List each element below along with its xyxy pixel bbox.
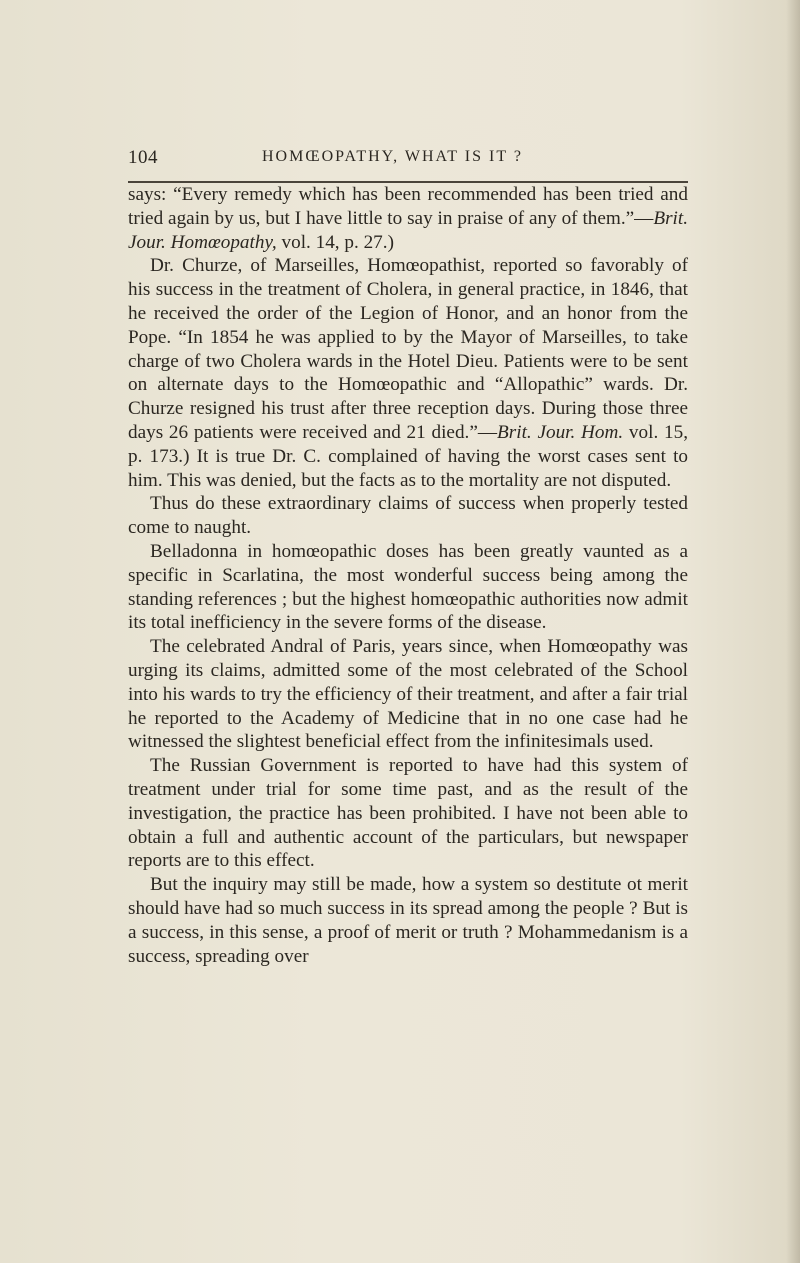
text-run: The Russian Government is reported to have had this system of treatment under trial for some time past, and as the result of the investigation, the practice has been prohibited. I have not been able to obtain a full and authentic account of the particulars, but newspaper reports are to this effect. [128, 755, 688, 872]
text-run: says: “Every remedy which has been recommended has been tried and tried again by us, but I have little to say in praise of any of them.”— [128, 184, 688, 229]
paragraph-conclusion [128, 492, 688, 540]
paragraph-inquiry [128, 873, 688, 968]
text-run: vol. 14, p. 27.) [276, 231, 394, 253]
text-run: The celebrated Andral of Paris, years since, when Homœopathy was urging its claims, admitted some of the most celebrated of the School into his wards to try the efficiency of their treatment, and after a fair trial he reported to the Academy of Medicine that in no one case had he witnessed the slightest beneficial effect from the infinitesimals used. [128, 636, 688, 753]
page-header [128, 147, 688, 171]
text-run: But the inquiry may still be made, how a system so destitute ot merit should have had so much success in its spread among the people ? But is a success, in this sense, a proof of merit or truth ? Mohammedanism is a success, spreading over [128, 874, 688, 967]
body-text [128, 183, 688, 968]
paragraph-belladonna [128, 540, 688, 635]
paragraph-churze [128, 254, 688, 492]
running-head: HOMŒOPATHY, WHAT IS IT ? [262, 148, 523, 165]
page-number: 104 [128, 147, 158, 168]
text-run: vol. 15, p. 173.) It is true Dr. C. complained of having the worst cases sent to him. This was denied, but the facts as to the mortality are not disputed. [128, 421, 688, 491]
text-run: Dr. Churze, of Marseilles, Homœopathist, reported so favorably of his success in the treatment of Cholera, in general practice, in 1846, that he received the order of the Legion of Honor, and an honor from the Pope. “In 1854 he was applied to by the Mayor of Marseilles, to take charge of two Cholera wards in the Hotel Dieu. Patients were to be sent on alternate days to the Homœopathic and “Allopathic” wards. Dr. Churze resigned his trust after three reception days. During those three days 26 patients were received and 21 died.”— [128, 255, 688, 443]
text-run: Belladonna in homœopathic doses has been greatly vaunted as a specific in Scarlatina, the most wonderful success being among the standing references ; but the highest homœopathic authorities now admit its total inefficiency in the severe forms of the disease. [128, 540, 688, 634]
citation: Brit. Jour. Hom. [497, 421, 624, 443]
paragraph-andral [128, 635, 688, 754]
paragraph-continued [128, 183, 688, 254]
paragraph-russian-government [128, 754, 688, 873]
text-run: Thus do these extraordinary claims of success when properly tested come to naught. [128, 493, 688, 539]
citation: Brit. Jour. Homœopathy, [128, 207, 688, 253]
page-edge-shadow [786, 0, 800, 1263]
